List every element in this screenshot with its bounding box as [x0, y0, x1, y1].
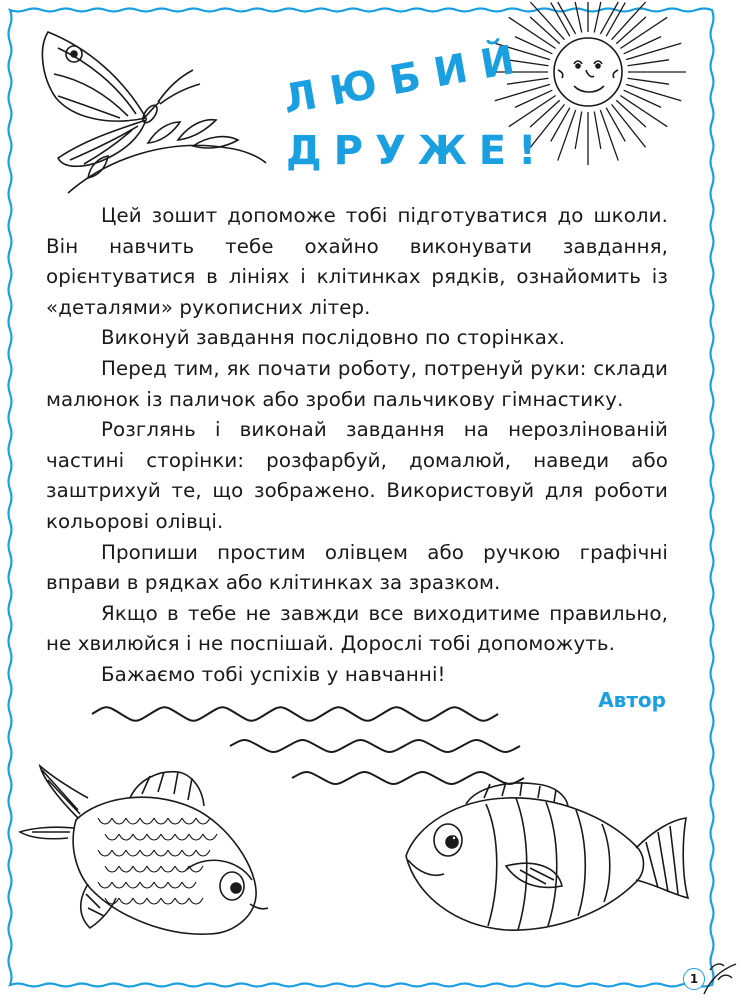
fish-scale	[140, 818, 154, 824]
fish-scale	[161, 866, 175, 872]
title-line-2: ДРУЖЕ!	[286, 128, 549, 174]
fish-scale	[196, 850, 210, 856]
paragraph: Перед тим, як почати роботу, потренуй руки: склади малюнок із паличок або зроби пальчикову гімнастику.	[46, 356, 668, 411]
fish-scale	[147, 866, 161, 872]
sun-ray	[558, 110, 576, 161]
fish-scale	[98, 882, 112, 888]
paragraph: Бажаємо тобі успіхів у навчанні!	[101, 662, 446, 686]
fish-right-illustration	[396, 776, 696, 946]
sun-ray	[575, 112, 582, 149]
fish-scale	[119, 898, 133, 904]
sun-ray	[626, 43, 681, 59]
fish-scale	[112, 882, 126, 888]
paragraph: Розглянь і виконай завдання на нерозлінованій частині сторінки: розфарбуй, домалюй, наведи або заштрихуй те, що зображено. Використовуй для роботи кольорові олівці.	[46, 418, 668, 533]
sun-ray	[616, 100, 646, 127]
sun-ray	[530, 2, 564, 40]
fish-scale	[168, 818, 182, 824]
fish-scale	[140, 850, 154, 856]
fish-scale	[105, 834, 119, 840]
fish-scale	[112, 818, 126, 824]
fish-scale	[154, 818, 168, 824]
fish-scale	[161, 834, 175, 840]
fish-scale	[119, 834, 133, 840]
fish-scale	[119, 866, 133, 872]
fish-scale	[126, 882, 140, 888]
fish-scale	[175, 898, 189, 904]
fish-scale	[168, 850, 182, 856]
sun-ray	[612, 2, 646, 40]
fish-scale	[133, 834, 147, 840]
fish-scale	[168, 882, 182, 888]
fish-scale	[98, 850, 112, 856]
sun-ray	[594, 2, 601, 32]
intro-text	[46, 201, 668, 691]
sun-ray	[626, 84, 681, 100]
page-number: 1	[683, 968, 705, 990]
title-line-1: ЛЮБИЙ	[279, 34, 532, 124]
sun-ray	[530, 100, 560, 127]
fish-scale	[154, 850, 168, 856]
fish-left-illustration	[18, 758, 278, 948]
page-corner-icon	[700, 950, 740, 998]
fish-scale	[133, 866, 147, 872]
butterfly-illustration	[28, 18, 268, 198]
fish-scale	[147, 834, 161, 840]
sun-ray	[594, 112, 601, 149]
author-signature: Автор	[598, 688, 666, 712]
sun-ray	[575, 2, 582, 32]
fish-scale	[133, 898, 147, 904]
fish-scale	[98, 818, 112, 824]
fish-scale	[182, 818, 196, 824]
paragraph: Виконуй завдання послідовно по сторінках.	[101, 326, 566, 350]
sun-ray	[558, 2, 576, 34]
paragraph: Якщо в тебе не завжди все виходитиме правильно, не хвилюйся і не поспішай. Дорослі тобі допоможуть.	[46, 601, 668, 656]
paragraph: Цей зошит допоможе тобі підготуватися до школи. Він навчить тебе охайно виконувати завдання, орієнтуватися в лініях і клітинках рядків, ознайомить із «деталями» рукописних літер.	[46, 204, 668, 319]
fish-scale	[105, 866, 119, 872]
paragraph: Пропиши простим олівцем або ручкою графічні вправи в рядках або клітинках за зразком.	[46, 540, 668, 595]
sun-ray	[600, 2, 618, 34]
fish-scale	[196, 818, 210, 824]
sun-ray	[600, 110, 618, 161]
sun-ray	[628, 60, 669, 66]
fish-scale	[175, 834, 189, 840]
sun-ray	[628, 78, 669, 84]
fish-scale	[182, 850, 196, 856]
fish-scale	[189, 898, 203, 904]
fish-scale	[140, 882, 154, 888]
fish-scale	[126, 850, 140, 856]
fish-scale	[147, 898, 161, 904]
fish-scale	[161, 898, 175, 904]
fish-scale	[182, 882, 196, 888]
fish-scale	[126, 818, 140, 824]
fish-scale	[189, 834, 203, 840]
fish-scale	[112, 850, 126, 856]
fish-scale	[154, 882, 168, 888]
fish-scale	[203, 834, 217, 840]
